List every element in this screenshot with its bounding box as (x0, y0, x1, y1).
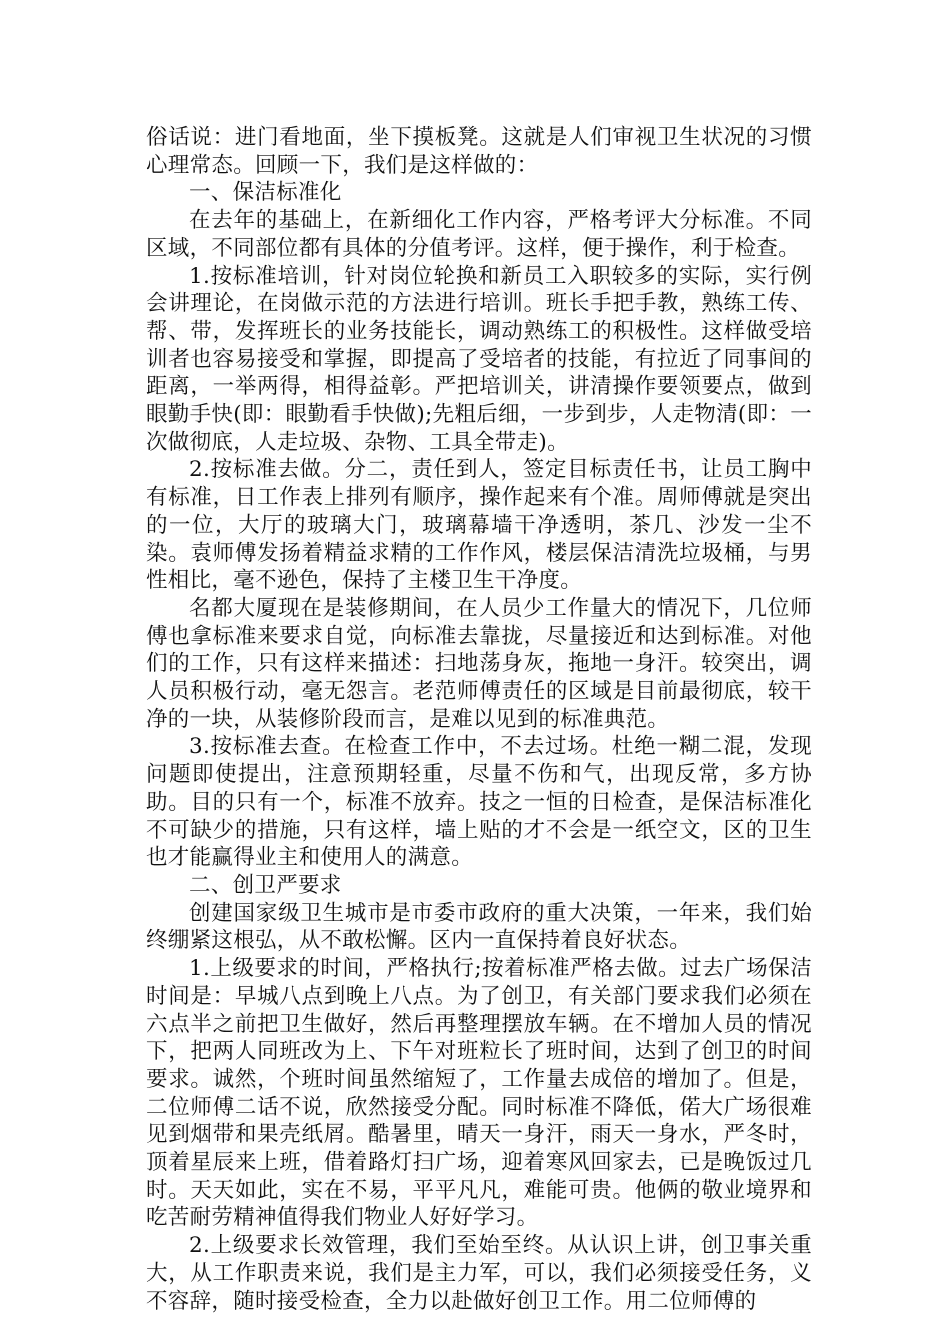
paragraph: 2.按标准去做。分二，责任到人，签定目标责任书，让员工胸中有标准，日工作表上排列有顺序，操作起来有个准。周师傅就是突出的一位，大厅的玻璃大门，玻璃幕墙干净透明，茶几、沙发一尘不染。袁师傅发扬着精益求精的工作作风，楼层保洁清洗垃圾桶，与男性相比，毫不逊色，保持了主楼卫生干净度。 (146, 457, 812, 594)
section-heading: 二、创卫严要求 (189, 872, 342, 898)
document-body (146, 124, 812, 1315)
paragraph: 3.按标准去查。在检查工作中，不去过场。杜绝一糊二混，发现问题即使提出，注意预期轻重，尽量不伤和气，出现反常，多方协助。目的只有一个，标准不放弃。技之一恒的日检查，是保洁标准化不可缺少的措施，只有这样，墙上贴的才不会是一纸空文，区的卫生也才能赢得业主和使用人的满意。 (146, 734, 812, 871)
paragraph: 在去年的基础上，在新细化工作内容，严格考评大分标准。不同区域，不同部位都有具体的分值考评。这样，便于操作，利于检查。 (146, 208, 812, 261)
paragraph: 1.上级要求的时间，严格执行;按着标准严格去做。过去广场保洁时间是：早城八点到晚上八点。为了创卫，有关部门要求我们必须在六点半之前把卫生做好，然后再整理摆放车辆。在不增加人员的情况下，把两人同班改为上、下午对班粒长了班时间，达到了创卫的时间要求。诚然，个班时间虽然缩短了，工作量去成倍的增加了。但是，二位师傅二话不说，欣然接受分配。同时标准不降低，偌大广场很难见到烟带和果壳纸屑。酷暑里，晴天一身汗，雨天一身水，严冬时，顶着星辰来上班，借着路灯扫广场，迎着寒风回家去，已是晚饭过几时。天天如此，实在不易，平平凡凡，难能可贵。他俩的敬业境界和吃苦耐劳精神值得我们物业人好好学习。 (146, 956, 812, 1231)
paragraph: 俗话说：进门看地面，坐下摸板凳。这就是人们审视卫生状况的习惯心理常态。回顾一下，我们是这样做的： (146, 125, 812, 178)
paragraph: 名都大厦现在是装修期间，在人员少工作量大的情况下，几位师傅也拿标准来要求自觉，向标准去靠拢，尽量接近和达到标准。对他们的工作，只有这样来描述：扫地荡身灰，拖地一身汗。较突出，调人员积极行动，毫无怨言。老范师傅责任的区域是目前最彻底，较干净的一块，从装修阶段而言，是难以见到的标准典范。 (146, 595, 812, 732)
paragraph: 2.上级要求长效管理，我们至始至终。从认识上讲，创卫事关重大，从工作职责来说，我们是主力军，可以，我们必须接受任务，义不容辞，随时接受检查，全力以赴做好创卫工作。用二位师傅的 (146, 1233, 812, 1314)
section-heading: 一、保洁标准化 (189, 180, 342, 206)
paragraph: 创建国家级卫生城市是市委市政府的重大决策，一年来，我们始终绷紧这根弘，从不敢松懈。区内一直保持着良好状态。 (146, 900, 812, 954)
paragraph: 1.按标准培训，针对岗位轮换和新员工入职较多的实际，实行例会讲理论，在岗做示范的方法进行培训。班长手把手教，熟练工传、帮、带，发挥班长的业务技能长，调动熟练工的积极性。这样做受培训者也容易接受和掌握，即提高了受培者的技能，有拉近了同事间的距离，一举两得，相得益彰。严把培训关，讲清操作要领要点，做到眼勤手快(即：眼勤看手快做);先粗后细，一步到步，人走物清(即：一次做彻底，人走垃圾、杂物、工具全带走)。 (146, 263, 812, 455)
